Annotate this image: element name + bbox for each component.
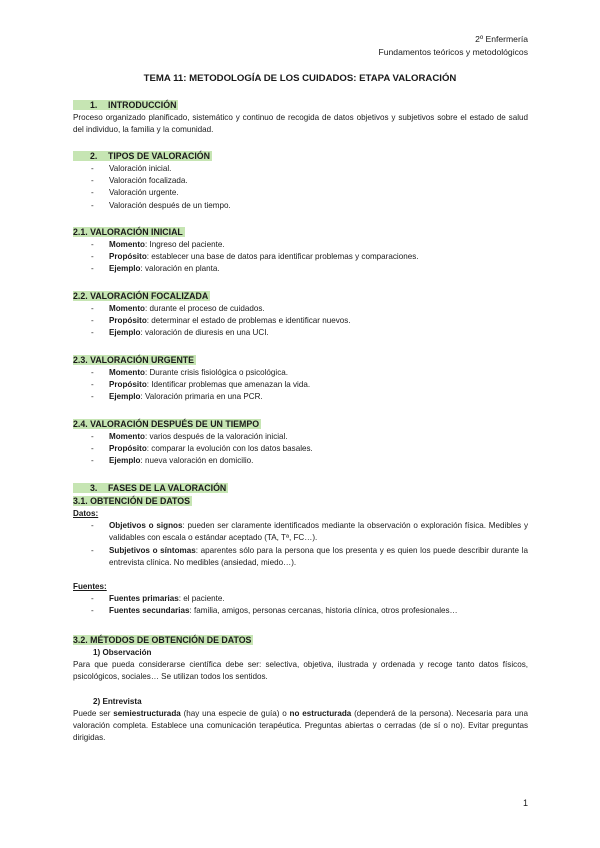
list-item: - Valoración inicial. [73, 163, 528, 175]
datos-label: Datos [73, 509, 96, 518]
list-item: - Valoración urgente. [73, 187, 528, 199]
list-item: - Subjetivos o síntomas: aparentes sólo para la persona que los presenta y es quien los puede describir durante la entrevista clínica. No medibles (ansiedad, miedo…). [73, 545, 528, 569]
subsection-heading: 3.1. OBTENCIÓN DE DATOS [73, 496, 190, 506]
intro-paragraph: Proceso organizado planificado, sistemático y continuo de recogida de datos objetivos y subjetivos sobre el estado de salud del individuo, la familia y la comunidad. [73, 113, 528, 135]
list-item: - Ejemplo: nueva valoración en domicilio. [73, 455, 528, 467]
list-item: - Fuentes primarias: el paciente. [73, 593, 528, 605]
list-item: - Ejemplo: valoración de diuresis en una UCI. [73, 327, 528, 339]
list-item: - Momento: Ingreso del paciente. [73, 239, 528, 251]
method-paragraph: Para que pueda considerarse científica debe ser: selectiva, objetiva, ilustrada y ordenada y recoge tanto datos físicos, psicológicos, sociales… Se utilizan todos los sentidos. [73, 660, 528, 682]
section-heading: 1. INTRODUCCIÓN [73, 99, 528, 112]
method-title: 1) Observación [93, 648, 152, 657]
section-valoracion-despues [73, 418, 528, 468]
method-paragraph: Puede ser semiestructurada (hay una especie de guía) o no estructurada (dependerá de la persona). Necesaria para una valoración completa. Establece una comunicación terapéutica. Preguntas abiertas o cerradas (de sí o no). Evitar preguntas dirigidas. [73, 708, 528, 743]
document-title: TEMA 11: METODOLOGÍA DE LOS CUIDADOS: ETAPA VALORACIÓN [143, 73, 457, 84]
course-subject: Fundamentos teóricos y metodológicos [378, 47, 528, 57]
list-item: - Propósito: determinar el estado de problemas e identificar nuevos. [73, 315, 528, 327]
page-header [378, 33, 528, 59]
course-year: 2º Enfermería [475, 34, 528, 44]
page-number: 1 [522, 798, 528, 808]
list-item: - Fuentes secundarias: familia, amigos, personas cercanas, historia clínica, otros profesionales… [73, 605, 528, 617]
section-heading: 2.2. VALORACIÓN FOCALIZADA [73, 291, 209, 301]
list-item: - Momento: Durante crisis fisiológica o psicológica. [73, 367, 528, 379]
list-item: - Valoración después de un tiempo. [73, 200, 528, 212]
section-introduccion [73, 99, 528, 136]
section-heading: 2.1. VALORACIÓN INICIAL [73, 227, 183, 237]
section-metodos [73, 634, 528, 744]
section-heading: 2. TIPOS DE VALORACIÓN [73, 150, 528, 163]
section-valoracion-urgente [73, 354, 528, 404]
subsection-heading: 3.2. MÉTODOS DE OBTENCIÓN DE DATOS [73, 635, 252, 645]
section-fases: 3. FASES DE LA VALORACIÓN 3.1. OBTENCIÓN DE DATOS Datos: - Objetivos o signos: pueden ser claramente identificados mediante la observación o exploración física. Medibles y validables con escala o estándar aceptado (TA, Tª, FC…). - Subjetivos o síntomas: aparentes sólo para la persona que los presenta y es quien los puede describir durante la entrevista clínica. No medibles (ansiedad, miedo…). Fuentes: - Fuentes primarias: el paciente. - Fuentes secundarias: familia, amigos, personas cercanas, historia clínica, otros profesionales… [73, 482, 528, 618]
list-item: - Momento: durante el proceso de cuidados. [73, 303, 528, 315]
section-tipos [73, 150, 528, 212]
section-valoracion-inicial [73, 226, 528, 276]
list-item: - Propósito: comparar la evolución con los datos basales. [73, 443, 528, 455]
list-item: - Valoración focalizada. [73, 175, 528, 187]
list-item: - Propósito: establecer una base de datos para identificar problemas y comparaciones. [73, 251, 528, 263]
list-item: - Ejemplo: valoración en planta. [73, 263, 528, 275]
list-item: - Propósito: Identificar problemas que amenazan la vida. [73, 379, 528, 391]
section-heading: 2.4. VALORACIÓN DESPUÉS DE UN TIEMPO [73, 419, 260, 429]
section-heading: 2.3. VALORACIÓN URGENTE [73, 355, 195, 365]
list-item: - Ejemplo: Valoración primaria en una PCR. [73, 391, 528, 403]
method-title: 2) Entrevista [93, 696, 142, 706]
list-item: - Objetivos o signos: pueden ser claramente identificados mediante la observación o exploración física. Medibles y validables con escala o estándar aceptado (TA, Tª, FC…). [73, 520, 528, 544]
section-heading: 3. FASES DE LA VALORACIÓN [73, 482, 528, 495]
fuentes-label: Fuentes [73, 582, 105, 592]
section-valoracion-focalizada [73, 290, 528, 340]
list-item: - Momento: varios después de la valoración inicial. [73, 431, 528, 443]
